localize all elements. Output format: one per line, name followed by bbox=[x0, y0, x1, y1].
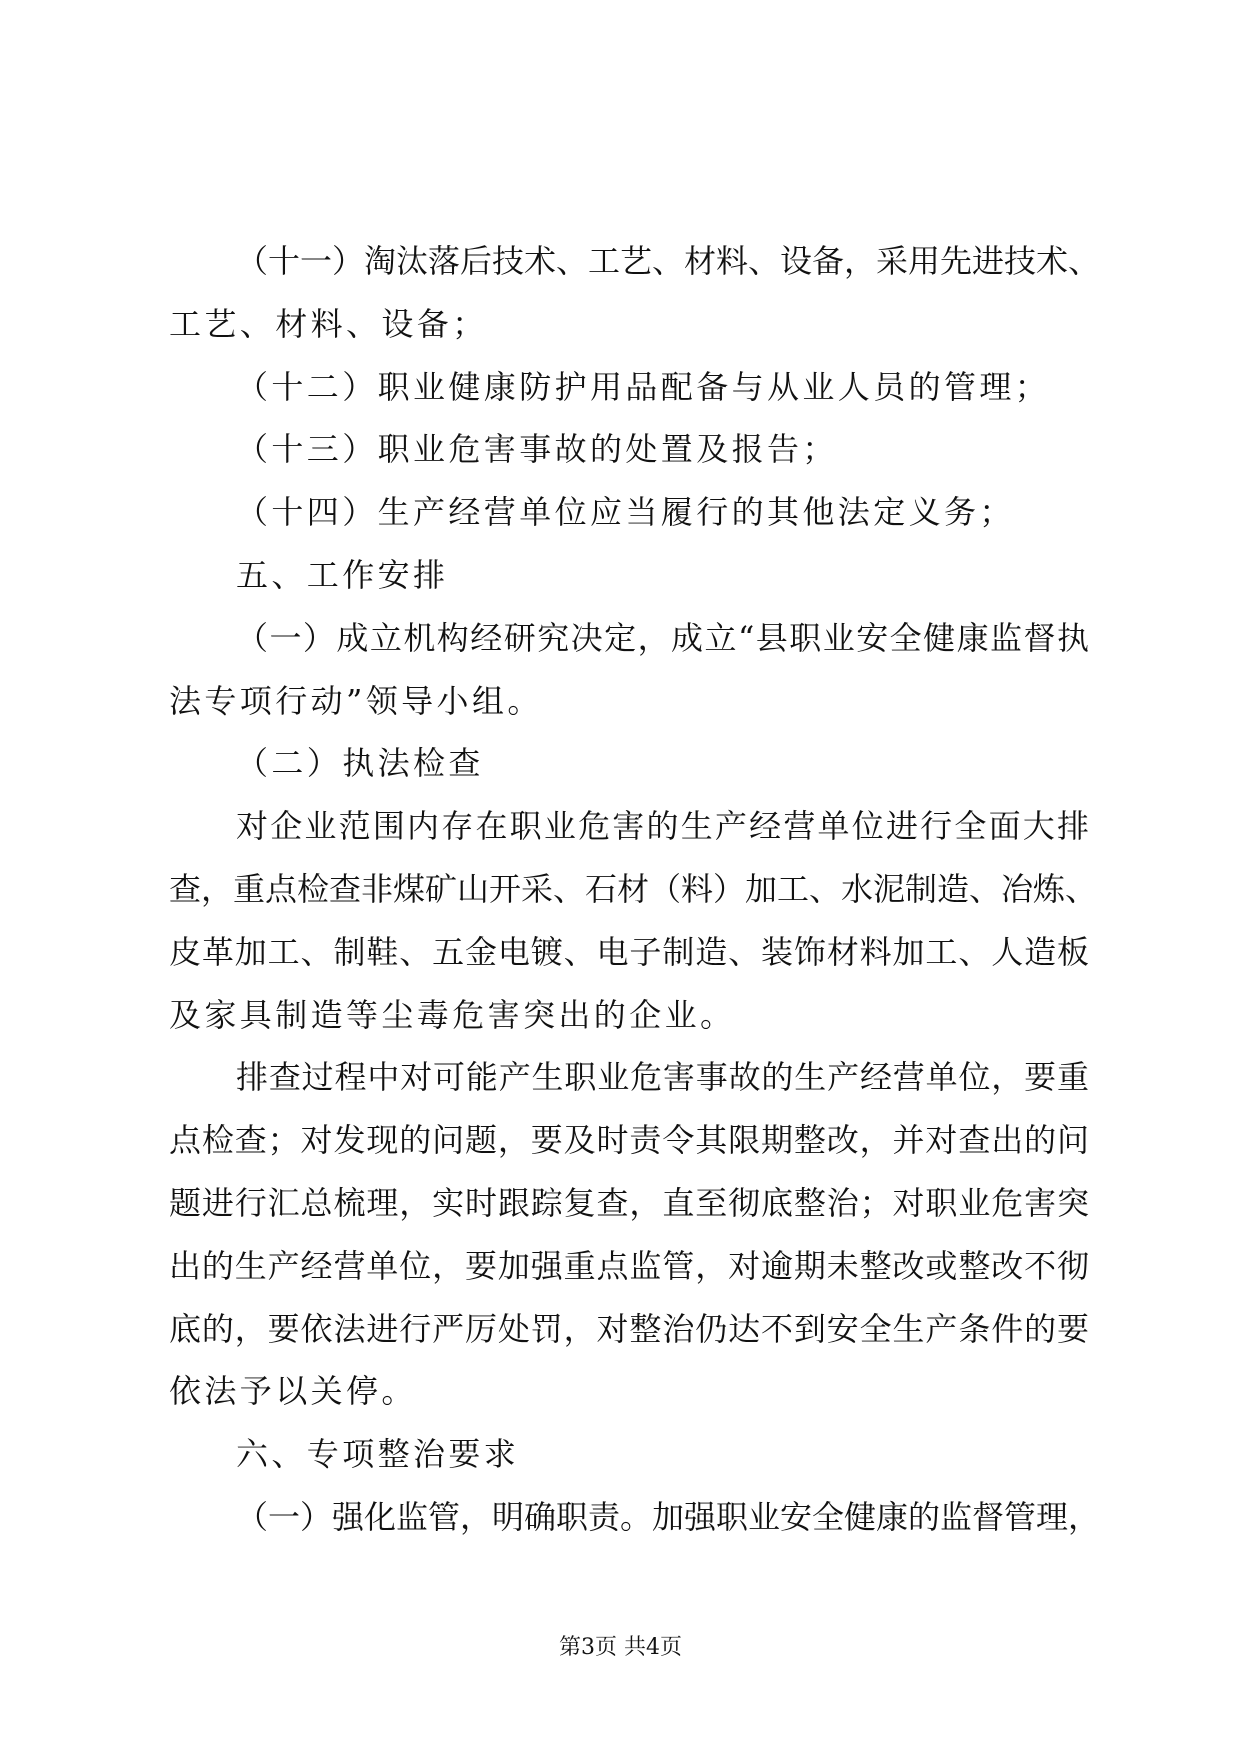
text-line: 对企业范围内存在职业危害的生产经营单位进行全面大排 bbox=[236, 807, 1089, 846]
text-line: （十三）职业危害事故的处置及报告； bbox=[236, 430, 838, 469]
text-line: （一）成立机构经研究决定，成立“县职业安全健康监督执 bbox=[236, 618, 1089, 657]
text-line: 六、专项整治要求 bbox=[236, 1435, 520, 1474]
text-line: 依法予以关停。 bbox=[169, 1372, 417, 1411]
text-line: 五、工作安排 bbox=[236, 556, 449, 594]
text-line: 及家具制造等尘毒危害突出的企业。 bbox=[169, 995, 736, 1034]
text-line: （一）强化监管，明确职责。加强职业安全健康的监督管理， bbox=[236, 1498, 1101, 1536]
text-line: 点检查；对发现的问题，要及时责令其限期整改，并对查出的问 bbox=[169, 1121, 1089, 1160]
text-line: （十四）生产经营单位应当履行的其他法定义务； bbox=[236, 493, 1015, 532]
text-line: 题进行汇总梳理，实时跟踪复查，直至彻底整治；对职业危害突 bbox=[169, 1184, 1089, 1222]
text-line: （二）执法检查 bbox=[236, 744, 484, 783]
text-line: 查，重点检查非煤矿山开采、石材（料）加工、水泥制造、冶炼、 bbox=[169, 870, 1098, 908]
text-line: 皮革加工、制鞋、五金电镀、电子制造、装饰材料加工、人造板 bbox=[169, 932, 1089, 971]
text-line: 出的生产经营单位，要加强重点监管，对逾期未整改或整改不彻 bbox=[169, 1246, 1089, 1285]
text-line: （十一）淘汰落后技术、工艺、材料、设备，采用先进技术、 bbox=[236, 242, 1101, 280]
page-number-footer: 第3页 共4页 bbox=[559, 1635, 682, 1660]
text-line: 工艺、材料、设备； bbox=[169, 304, 488, 343]
text-line: 排查过程中对可能产生职业危害事故的生产经营单位，要重 bbox=[236, 1058, 1089, 1097]
text-line: （十二）职业健康防护用品配备与从业人员的管理； bbox=[236, 367, 1051, 406]
text-line: 底的，要依法进行严厉处罚，对整治仍达不到安全生产条件的要 bbox=[169, 1309, 1089, 1348]
text-line: 法专项行动”领导小组。 bbox=[169, 681, 543, 720]
